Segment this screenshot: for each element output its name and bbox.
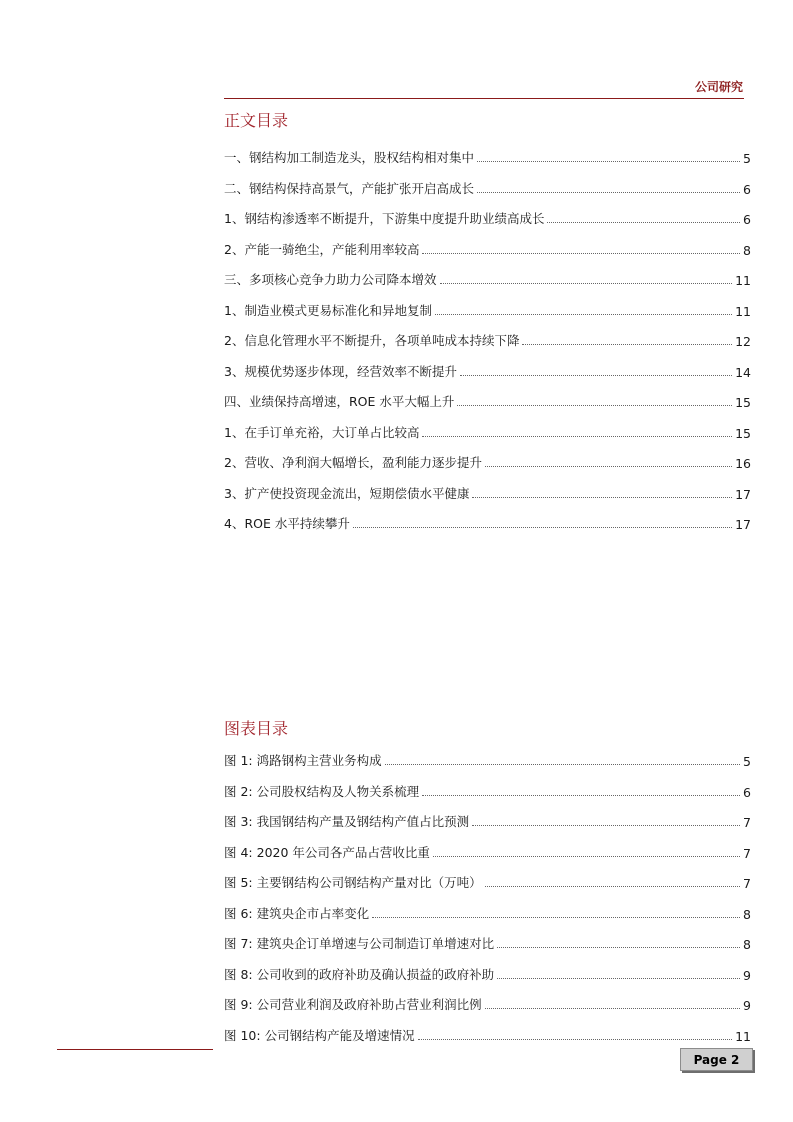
toc-entry[interactable] [224,453,751,471]
leader-dots [497,947,740,948]
toc-entry-page: 6 [743,212,751,227]
leader-dots [472,825,740,826]
leader-dots [485,1008,740,1009]
toc-entry-label: 二、钢结构保持高景气，产能扩张开启高成长 [224,180,475,196]
page-number-badge: Page 2 [680,1048,753,1071]
leader-dots [497,978,740,979]
leader-dots [457,405,732,406]
leader-dots [485,466,732,467]
toc-entry-label: 一、钢结构加工制造龙头，股权结构相对集中 [224,150,475,165]
leader-dots [433,856,740,857]
figure-entry[interactable] [224,995,751,1013]
toc-entry-page: 17 [735,517,751,532]
toc-entry-label: 3、规模优势逐步体现，经营效率不断提升 [224,363,457,379]
figure-entry-page: 8 [743,906,751,922]
toc-entry-label: 三、多项核心竞争力助力公司降本增效 [224,272,437,287]
toc-entry-page: 15 [735,395,751,410]
toc-entry-page: 5 [743,151,751,166]
toc-entry[interactable] [224,270,751,288]
figure-entry-label: 图 9: 公司营业利润及政府补助占营业利润比例 [224,997,482,1012]
header-section-label: 公司研究 [694,80,743,94]
toc-entry-label: 1、钢结构渗透率不断提升，下游集中度提升助业绩高成长 [224,211,545,226]
toc-entry[interactable] [224,484,751,502]
figure-entry-page: 9 [743,998,751,1013]
toc-entry-page: 11 [735,303,751,319]
toc-entry[interactable] [224,240,751,258]
figure-entry[interactable] [224,782,751,800]
toc-entry-label: 2、产能一骑绝尘，产能利用率较高 [224,241,420,257]
toc-entry-label: 四、业绩保持高增速，ROE 水平大幅上升 [224,394,455,409]
leader-dots [422,253,740,254]
toc-entry-page: 16 [735,456,751,471]
figure-entry[interactable] [224,904,751,922]
toc-entry-label: 2、营收、净利润大幅增长，盈利能力逐步提升 [224,455,482,470]
toc-entry[interactable] [224,514,751,532]
toc-entry-label: 1、在手订单充裕，大订单占比较高 [224,424,420,440]
leader-dots [422,795,740,796]
figure-entry[interactable] [224,843,751,861]
toc-entry[interactable] [224,423,751,441]
toc-entry-page: 8 [743,242,751,258]
figure-entry-page: 7 [743,845,751,861]
toc-entry-label: 2、信息化管理水平不断提升，各项单吨成本持续下降 [224,333,520,348]
figure-entry-page: 7 [743,876,751,891]
figures-title: 图表目录 [224,719,289,738]
toc-entry[interactable] [224,148,751,166]
leader-dots [435,314,732,315]
figure-entry-label: 图 3: 我国钢结构产量及钢结构产值占比预测 [224,814,470,829]
toc-entry-page: 17 [735,486,751,502]
leader-dots [477,192,740,193]
figure-entry[interactable] [224,934,751,952]
leader-dots [472,497,732,498]
toc-entry-label: 1、制造业模式更易标准化和异地复制 [224,302,432,318]
figure-entry[interactable] [224,873,751,891]
figure-entry[interactable] [224,1026,751,1044]
figure-entry-page: 9 [743,967,751,983]
toc-entry-label: 4、ROE 水平持续攀升 [224,516,350,531]
leader-dots [440,283,733,284]
figure-entry[interactable] [224,965,751,983]
figure-entry-label: 图 8: 公司收到的政府补助及确认损益的政府补助 [224,966,495,982]
toc-entry-page: 14 [735,364,751,380]
figure-entry-page: 8 [743,937,751,952]
toc-entry-label: 3、扩产使投资现金流出，短期偿债水平健康 [224,485,470,501]
leader-dots [418,1039,733,1040]
figure-entry-label: 图 4: 2020 年公司各产品占营收比重 [224,844,430,860]
leader-dots [477,161,740,162]
leader-dots [522,344,732,345]
figure-entry-label: 图 6: 建筑央企市占率变化 [224,905,370,921]
toc-entry[interactable] [224,331,751,349]
figure-entry[interactable] [224,751,751,769]
toc-entry-page: 6 [743,181,751,197]
leader-dots [485,886,740,887]
toc-entry-page: 11 [735,273,751,288]
figure-entry[interactable] [224,812,751,830]
toc-entry-page: 12 [735,334,751,349]
figure-entry-page: 5 [743,754,751,769]
figure-entry-label: 图 5: 主要钢结构公司钢结构产量对比（万吨） [224,875,482,890]
leader-dots [372,917,740,918]
leader-dots [353,527,732,528]
toc-entry[interactable] [224,209,751,227]
contents-title: 正文目录 [224,111,289,130]
figure-entry-label: 图 1: 鸿路钢构主营业务构成 [224,753,382,768]
leader-dots [385,764,740,765]
toc-entry[interactable] [224,301,751,319]
leader-dots [547,222,740,223]
figure-entry-page: 6 [743,784,751,800]
figure-entry-label: 图 7: 建筑央企订单增速与公司制造订单增速对比 [224,936,495,951]
toc-entry[interactable] [224,392,751,410]
figure-entry-label: 图 2: 公司股权结构及人物关系梳理 [224,783,420,799]
toc-entry[interactable] [224,362,751,380]
figure-entry-label: 图 10: 公司钢结构产能及增速情况 [224,1027,415,1043]
footer-divider [57,1049,213,1050]
leader-dots [460,375,732,376]
header-divider [224,98,744,99]
leader-dots [422,436,732,437]
toc-entry[interactable] [224,179,751,197]
figure-entry-page: 7 [743,815,751,830]
figure-entry-page: 11 [735,1028,751,1044]
toc-entry-page: 15 [735,425,751,441]
